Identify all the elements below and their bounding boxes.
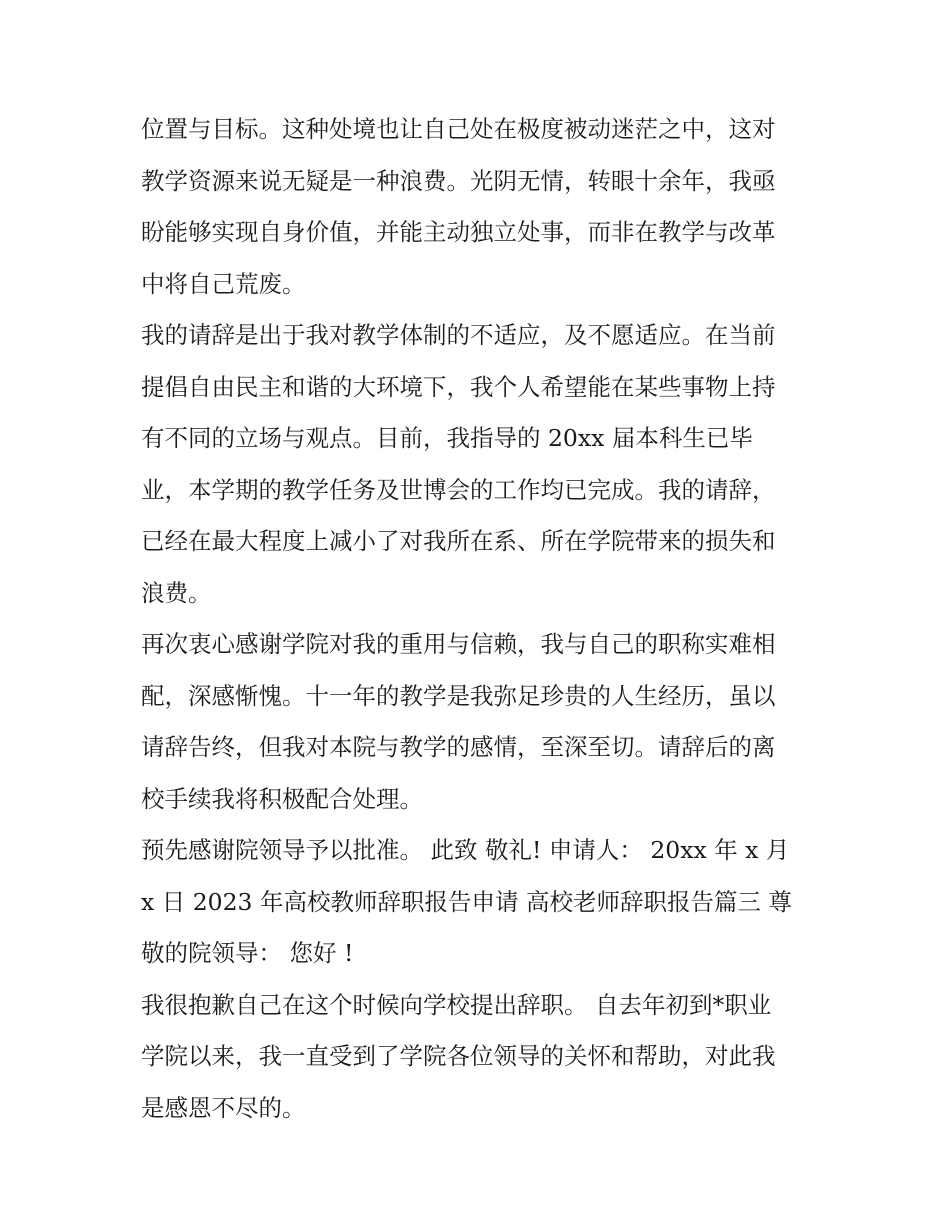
text-line: 我的请辞是出于我对教学体制的不适应，及不愿适应。在当前 [141, 321, 776, 349]
text-line: 已经在最大程度上减小了对我所在系、所在学院带来的损失和 [141, 527, 776, 555]
text-line: 位置与目标。这种处境也让自己处在极度被动迷茫之中，这对 [141, 115, 776, 143]
paragraph-5 [141, 980, 821, 1135]
text-line: x 日 2023 年高校教师辞职报告申请 高校老师辞职报告篇三 尊 [141, 887, 792, 916]
text-line: 学院以来，我一直受到了学院各位领导的关怀和帮助，对此我 [141, 1042, 776, 1070]
document-body [141, 104, 821, 1134]
text-line: 请辞告终，但我对本院与教学的感情，至深至切。请辞后的离 [141, 733, 776, 761]
text-line: 是感恩不尽的。 [141, 1093, 306, 1122]
paragraph-2 [141, 310, 821, 619]
text-line: 中将自己荒废。 [141, 269, 306, 298]
paragraph-4 [141, 825, 821, 980]
text-line: 校手续我将积极配合处理。 [141, 784, 423, 813]
text-line: 预先感谢院领导予以批准。 此致 敬礼! 申请人： 20xx 年 x 月 [141, 836, 790, 864]
text-line: 再次衷心感谢学院对我的重用与信赖，我与自己的职称实难相 [141, 630, 776, 658]
text-line: 提倡自由民主和谐的大环境下，我个人希望能在某些事物上持 [141, 372, 776, 401]
text-line: 敬的院领导： 您好 ! [141, 939, 354, 967]
text-line: 教学资源来说无疑是一种浪费。光阴无情，转眼十余年，我亟 [141, 166, 776, 195]
text-line: 配，深感惭愧。十一年的教学是我弥足珍贵的人生经历，虽以 [141, 681, 776, 710]
text-line: 有不同的立场与观点。目前，我指导的 20xx 届本科生已毕 [141, 424, 753, 452]
paragraph-3 [141, 619, 821, 825]
text-line: 浪费。 [141, 578, 212, 607]
text-line: 盼能够实现自身价值，并能主动独立处事，而非在教学与改革 [141, 218, 776, 246]
text-line: 业，本学期的教学任务及世博会的工作均已完成。我的请辞， [141, 475, 776, 504]
text-line: 我很抱歉自己在这个时候向学校提出辞职。 自去年初到*职业 [141, 990, 772, 1019]
paragraph-1 [141, 104, 821, 310]
